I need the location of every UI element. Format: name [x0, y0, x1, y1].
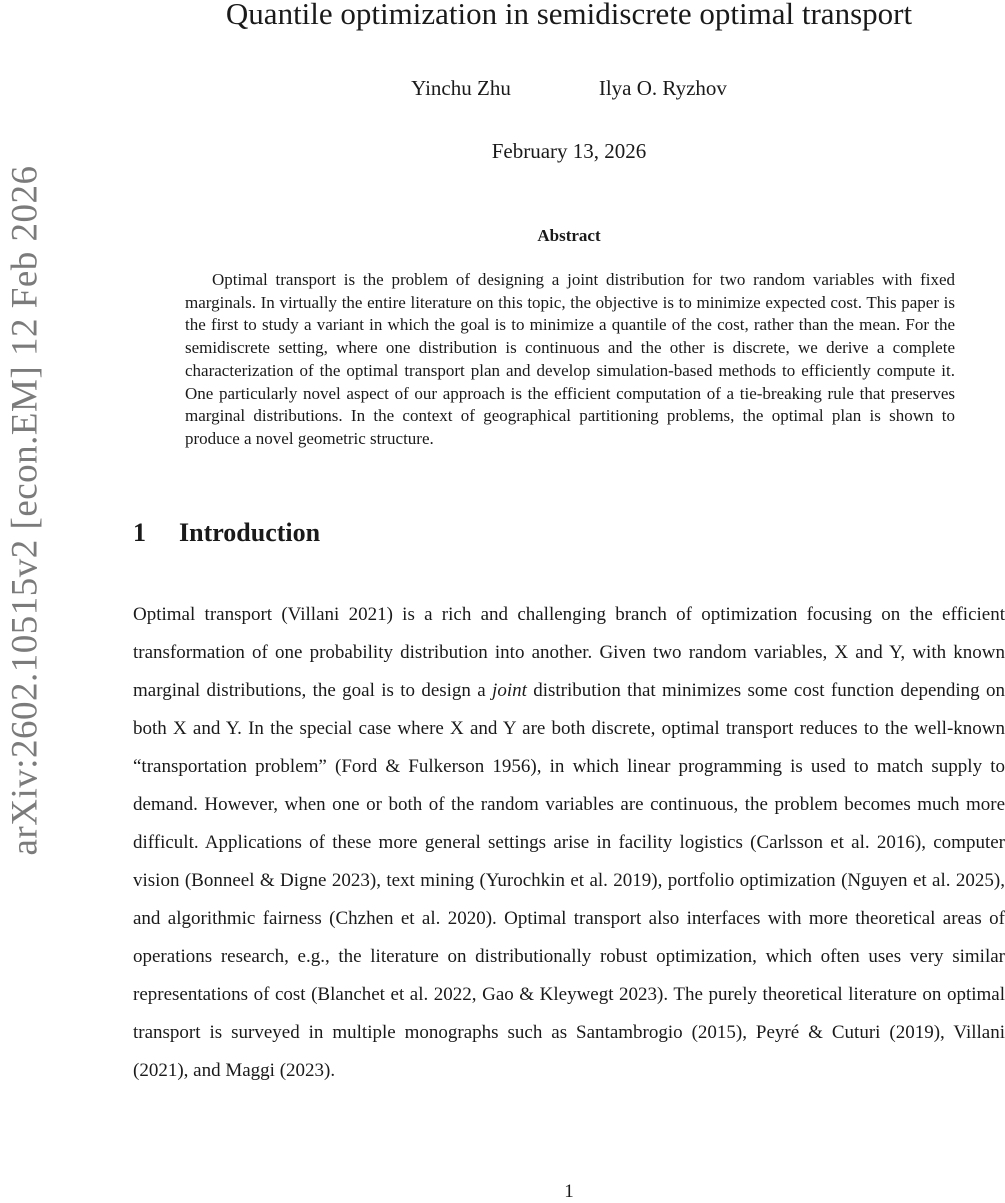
- paper-title: Quantile optimization in semidiscrete optimal transport: [225, 0, 913, 31]
- section-title: Introduction: [179, 518, 321, 547]
- emphasis-joint: joint: [492, 680, 527, 701]
- page-number: 1: [564, 1181, 574, 1202]
- author-name: Yinchu Zhu: [411, 76, 511, 100]
- intro-text-part-1: Optimal transport (Villani 2021) is a rich and challenging branch of optimization focusing on the efficient transformation of one probability distribution into another. Given two random variables, X and Y, with known marginal distributions, the goal is to design a: [133, 604, 1005, 701]
- abstract-heading: Abstract: [537, 226, 601, 245]
- paper-date: February 13, 2026: [491, 139, 647, 163]
- intro-text-part-2: distribution that minimizes some cost function depending on both X and Y. In the special case where X and Y are both discrete, optimal transport reduces to the well-known “transportation problem” (Ford & Fulkerson 1956), in which linear programming is used to match supply to demand. However, when one or both of the random variables are continuous, the problem becomes much more difficult. Applications of these more general settings arise in facility logistics (Carlsson et al. 2016), computer vision (Bonneel & Digne 2023), text mining (Yurochkin et al. 2019), portfolio optimization (Nguyen et al. 2025), and algorithmic fairness (Chzhen et al. 2020). Optimal transport also interfaces with more theoretical areas of operations research, e.g., the literature on distributionally robust optimization, which often uses very similar representations of cost (Blanchet et al. 2022, Gao & Kleywegt 2023). The purely theoretical literature on optimal transport is surveyed in multiple monographs such as Santambrogio (2015), Peyré & Cuturi (2019), Villani (2021), and Maggi (2023).: [133, 680, 1005, 1081]
- abstract-text: Optimal transport is the problem of designing a joint distribution for two random variables with fixed marginals. In virtually the entire literature on this topic, the objective is to minimize expected cost. This paper is the first to study a variant in which the goal is to minimize a quantile of the cost, rather than the mean. For the semidiscrete setting, where one distribution is continuous and the other is discrete, we derive a complete characterization of the optimal transport plan and develop simulation-based methods to efficiently compute it. One particularly novel aspect of our approach is the efficient computation of a tie-breaking rule that preserves marginal distributions. In the context of geographical partitioning problems, the optimal plan is shown to produce a novel geometric structure.: [185, 270, 955, 448]
- section-heading: [133, 518, 320, 548]
- author-list: [133, 76, 1005, 101]
- arxiv-sidebar: [0, 160, 60, 860]
- section-number: 1: [133, 518, 146, 547]
- author-name: Ilya O. Ryzhov: [598, 76, 727, 100]
- arxiv-identifier: arXiv:2602.10515v2 [econ.EM] 12 Feb 2026: [4, 164, 46, 856]
- intro-paragraph: [133, 596, 1005, 1090]
